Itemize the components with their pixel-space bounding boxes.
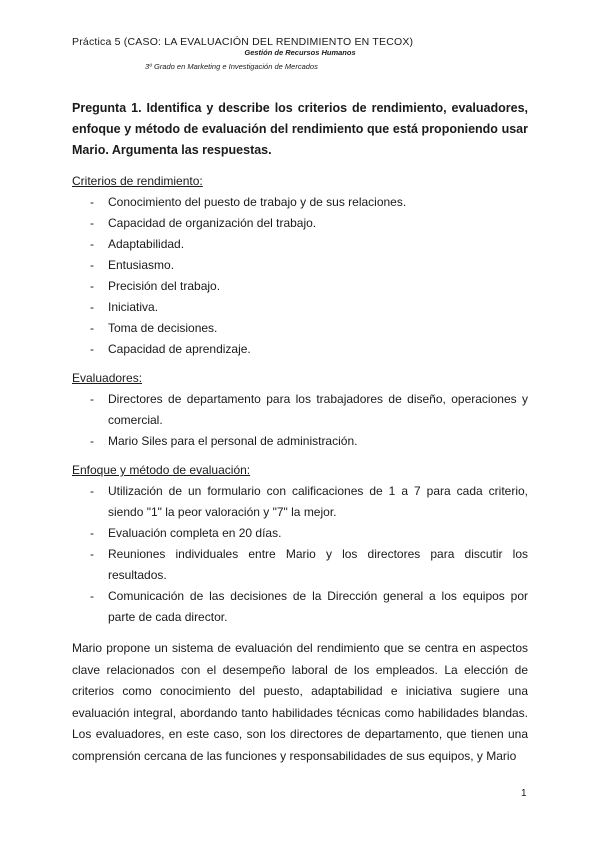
list-evaluadores xyxy=(72,389,528,452)
list-item xyxy=(72,544,528,586)
list-item xyxy=(72,586,528,628)
header-degree: 3º Grado en Marketing e Investigación de Mercados xyxy=(145,62,318,71)
list-item xyxy=(72,297,528,318)
bullet-dash: - xyxy=(90,547,94,561)
bullet-dash: - xyxy=(90,342,94,356)
list-item xyxy=(72,481,528,523)
header-subject: Gestión de Recursos Humanos xyxy=(244,48,356,57)
bullet-dash: - xyxy=(90,526,94,540)
bullet-dash: - xyxy=(90,434,94,448)
list-item-text: Entusiasmo. xyxy=(108,258,175,272)
list-item xyxy=(72,276,528,297)
list-enfoque xyxy=(72,481,528,628)
list-item-text: Capacidad de organización del trabajo. xyxy=(108,216,317,230)
section-title-criterios: Criterios de rendimiento: xyxy=(72,174,203,188)
list-item-text: Conocimiento del puesto de trabajo y de sus relaciones. xyxy=(108,195,407,209)
list-item xyxy=(72,192,528,213)
list-item-text: Toma de decisiones. xyxy=(108,321,218,335)
list-item xyxy=(72,234,528,255)
bullet-dash: - xyxy=(90,195,94,209)
list-item xyxy=(72,523,528,544)
question-text: Pregunta 1. Identifica y describe los criterios de rendimiento, evaluadores, enfoque y método de evaluación del rendimiento que está proponiendo usar Mario. Argumenta las respuestas. xyxy=(72,101,528,157)
list-item-text: Capacidad de aprendizaje. xyxy=(108,342,251,356)
list-item-text: Comunicación de las decisiones de la Dirección general a los equipos por parte de cada director. xyxy=(108,589,528,624)
list-item-text: Utilización de un formulario con calificaciones de 1 a 7 para cada criterio, siendo "1" la peor valoración y "7" la mejor. xyxy=(108,484,528,519)
list-item xyxy=(72,339,528,360)
section-title-enfoque: Enfoque y método de evaluación: xyxy=(72,463,251,477)
list-item-text: Directores de departamento para los trabajadores de diseño, operaciones y comercial. xyxy=(108,392,528,427)
list-item-text: Reuniones individuales entre Mario y los directores para discutir los resultados. xyxy=(108,547,528,582)
bullet-dash: - xyxy=(90,237,94,251)
list-item xyxy=(72,318,528,339)
list-item xyxy=(72,255,528,276)
list-item-text: Adaptabilidad. xyxy=(108,237,185,251)
list-item xyxy=(72,389,528,431)
list-item-text: Mario Siles para el personal de administración. xyxy=(108,434,358,448)
bullet-dash: - xyxy=(90,279,94,293)
list-criterios xyxy=(72,192,528,360)
list-item-text: Evaluación completa en 20 días. xyxy=(108,526,282,540)
list-item-text: Iniciativa. xyxy=(108,300,159,314)
bullet-dash: - xyxy=(90,589,94,603)
body-paragraph: Mario propone un sistema de evaluación del rendimiento que se centra en aspectos clave relacionados con el desempeño laboral de los empleados. La elección de criterios como conocimiento del puesto, adaptabilidad e iniciativa sugiere una evaluación integral, abordando tanto habilidades técnicas como habilidades blandas. Los evaluadores, en este caso, son los directores de departamento, que tienen una comprensión cercana de las funciones y responsabilidades de sus equipos, y Mario xyxy=(72,641,528,763)
bullet-dash: - xyxy=(90,258,94,272)
bullet-dash: - xyxy=(90,321,94,335)
document-body xyxy=(72,98,528,767)
section-title-evaluadores: Evaluadores: xyxy=(72,371,143,385)
list-item-text: Precisión del trabajo. xyxy=(108,279,221,293)
header-title: Práctica 5 (CASO: LA EVALUACIÓN DEL RENDIMIENTO EN TECOX) xyxy=(72,36,414,48)
bullet-dash: - xyxy=(90,392,94,406)
bullet-dash: - xyxy=(90,216,94,230)
bullet-dash: - xyxy=(90,484,94,498)
bullet-dash: - xyxy=(90,300,94,314)
list-item xyxy=(72,213,528,234)
page-number: 1 xyxy=(521,788,527,799)
list-item xyxy=(72,431,528,452)
